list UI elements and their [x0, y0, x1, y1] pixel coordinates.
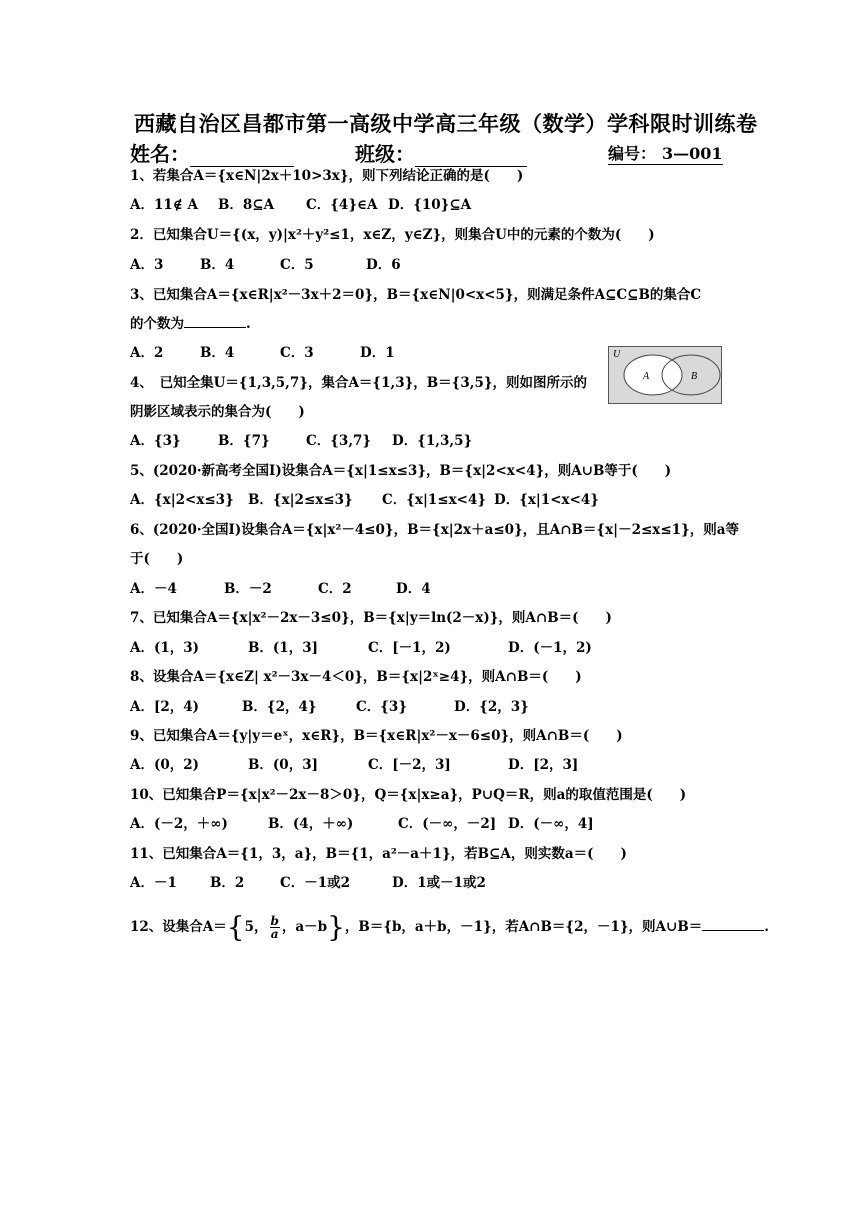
q12-set-first: 5， — [244, 919, 268, 935]
q3-option-b: B．4 — [200, 345, 235, 361]
q1-stem: 1、若集合A＝{x∈N|2x＋10>3x}，则下列结论正确的是( ) — [130, 168, 524, 184]
q4-option-d: D．{1,3,5} — [392, 433, 473, 449]
q10-stem: 10、已知集合P＝{x|x²－2x－8＞0}，Q＝{x|x≥a}，P∪Q＝R，则a的取值范围是( ) — [130, 787, 687, 803]
q9-option-d: D．[2，3] — [508, 757, 579, 773]
q1-options — [130, 193, 471, 213]
q3-options — [130, 341, 395, 361]
q8-option-b: B．{2，4} — [242, 699, 317, 715]
q8-option-a: A．[2，4) — [130, 699, 200, 715]
q9-option-c: C．[－2，3] — [368, 757, 451, 773]
q8-option-c: C．{3} — [356, 699, 408, 715]
q12-tail: . — [764, 919, 769, 935]
q9-option-b: B．(0，3] — [248, 757, 318, 773]
q6-option-a: A．－4 — [130, 581, 177, 597]
q8-options — [130, 695, 529, 715]
page-title: 西藏自治区昌都市第一高级中学高三年级（数学）学科限时训练卷 — [134, 111, 758, 136]
q11-options — [130, 871, 486, 891]
q6-option-b: B．－2 — [224, 581, 272, 597]
q11-stem: 11、已知集合A＝{1，3，a}，B＝{1，a²－a＋1}，若B⊆A，则实数a＝( ) — [130, 846, 627, 862]
q7-option-c: C．[－1，2) — [368, 640, 451, 656]
q9-option-a: A．(0，2) — [130, 757, 200, 773]
q5-option-c: C．{x|1≤x<4} — [382, 492, 487, 508]
q7-option-b: B．(1，3] — [248, 640, 318, 656]
q5-option-d: D．{x|1<x<4} — [494, 492, 599, 508]
q4-stem-line2: 阴影区域表示的集合为( ) — [130, 404, 305, 420]
q11-option-d: D．1或－1或2 — [392, 875, 486, 891]
q6-option-c: C．2 — [318, 581, 352, 597]
q10-option-a: A．(－2，＋∞) — [130, 816, 228, 832]
q2-option-a: A．3 — [130, 257, 164, 273]
q2-stem: 2．已知集合U＝{(x，y)|x²＋y²≤1，x∈Z，y∈Z}，则集合U中的元素的个数为( ) — [130, 227, 655, 243]
q10-option-b: B．(4，＋∞) — [268, 816, 354, 832]
q2-option-d: D．6 — [366, 257, 401, 273]
venn-a-label: A — [643, 371, 650, 382]
q7-options — [130, 636, 592, 656]
q8-stem: 8、设集合A＝{x∈Z| x²－3x－4＜0}，B＝{x|2ˣ≥4}，则A∩B＝( ) — [130, 669, 582, 685]
q7-stem: 7、已知集合A＝{x|x²－2x－3≤0}，B＝{x|y＝ln(2－x)}，则A∩B＝( ) — [130, 610, 612, 626]
q12-frac-numerator: b — [270, 914, 279, 928]
q10-option-d: D．(－∞，4] — [508, 816, 594, 832]
q3-answer-blank[interactable] — [184, 315, 246, 328]
q3-stem-line1: 3、已知集合A＝{x∈R|x²－3x＋2＝0}，B＝{x∈N|0<x<5}，则满足条件A⊆C⊆B的集合C — [130, 287, 702, 303]
q1-option-c: C．{4}∈A — [306, 197, 378, 213]
class-field — [355, 138, 527, 167]
q4-stem-line1: 4、 已知全集U＝{1,3,5,7}，集合A＝{1,3}，B＝{3,5}，则如图所示的 — [130, 375, 588, 391]
q4-options — [130, 429, 472, 449]
venn-diagram — [608, 346, 722, 404]
q3-stem-text: 的个数为 — [130, 316, 184, 332]
q3-option-d: D．1 — [360, 345, 395, 361]
code-field — [608, 141, 723, 165]
venn-diagram-svg — [609, 347, 721, 403]
q12-left-brace: { — [226, 910, 245, 944]
q2-option-c: C．5 — [280, 257, 314, 273]
q7-option-a: A．(1，3) — [130, 640, 200, 656]
q12-frac-denominator: a — [270, 927, 279, 941]
q8-option-d: D．{2，3} — [454, 699, 529, 715]
q12-answer-blank[interactable] — [702, 918, 764, 931]
q12-fraction — [270, 915, 280, 940]
q3-stem-line2 — [130, 312, 251, 332]
q6-options — [130, 577, 431, 597]
q11-option-c: C．－1或2 — [280, 875, 351, 891]
q12-suffix: ，B＝{b，a＋b，－1}，若A∩B＝{2，－1}，则A∪B＝ — [344, 919, 703, 935]
q3-option-a: A．2 — [130, 345, 164, 361]
q9-stem: 9、已知集合A＝{y|y＝eˣ，x∈R}，B＝{x∈R|x²－x－6≤0}，则A∩B＝( ) — [130, 728, 623, 744]
venn-b-label: B — [691, 371, 698, 382]
header-fields — [130, 138, 730, 166]
q6-stem-line1: 6、(2020·全国Ⅰ)设集合A＝{x|x²－4≤0}，B＝{x|2x＋a≤0}，且A∩B＝{x|－2≤x≤1}，则a等 — [130, 522, 739, 538]
q1-option-a: A．11∉ A — [130, 197, 198, 213]
q12-right-brace: } — [327, 910, 345, 944]
q5-options — [130, 488, 599, 508]
q9-options — [130, 753, 578, 773]
q11-option-b: B．2 — [210, 875, 245, 891]
q11-option-a: A．－1 — [130, 875, 177, 891]
code-label: 编号： — [608, 144, 657, 163]
q6-stem-line2: 于( ) — [130, 551, 184, 567]
q5-option-a: A．{x|2<x≤3} — [130, 492, 234, 508]
q4-option-b: B．{7} — [218, 433, 270, 449]
q5-stem: 5、(2020·新高考全国Ⅰ)设集合A＝{x|1≤x≤3}，B＝{x|2<x<4}，则A∪B等于( ) — [130, 463, 672, 479]
q4-option-c: C．{3,7} — [306, 433, 372, 449]
q7-option-d: D．(－1，2) — [508, 640, 592, 656]
class-label: 班级： — [355, 142, 415, 166]
name-label: 姓名： — [130, 142, 190, 166]
q3-option-c: C．3 — [280, 345, 314, 361]
q3-stem-tail: . — [246, 316, 251, 332]
q10-options — [130, 812, 594, 832]
name-field — [130, 138, 294, 167]
q4-option-a: A．{3} — [130, 433, 181, 449]
code-value: 3—001 — [662, 144, 723, 163]
q12-stem — [130, 902, 769, 952]
q5-option-b: B．{x|2≤x≤3} — [248, 492, 353, 508]
q6-option-d: D．4 — [396, 581, 431, 597]
venn-set-a-ellipse — [624, 355, 682, 395]
q2-options — [130, 253, 401, 273]
q1-option-b: B．8⊆A — [218, 197, 275, 213]
venn-u-label: U — [613, 349, 621, 360]
q1-option-d: D．{10}⊆A — [388, 197, 472, 213]
q10-option-c: C．(－∞，－2] — [398, 816, 497, 832]
q12-prefix: 12、设集合A＝ — [130, 919, 227, 935]
q2-option-b: B．4 — [200, 257, 235, 273]
q12-set-last: ，a－b — [281, 919, 328, 935]
